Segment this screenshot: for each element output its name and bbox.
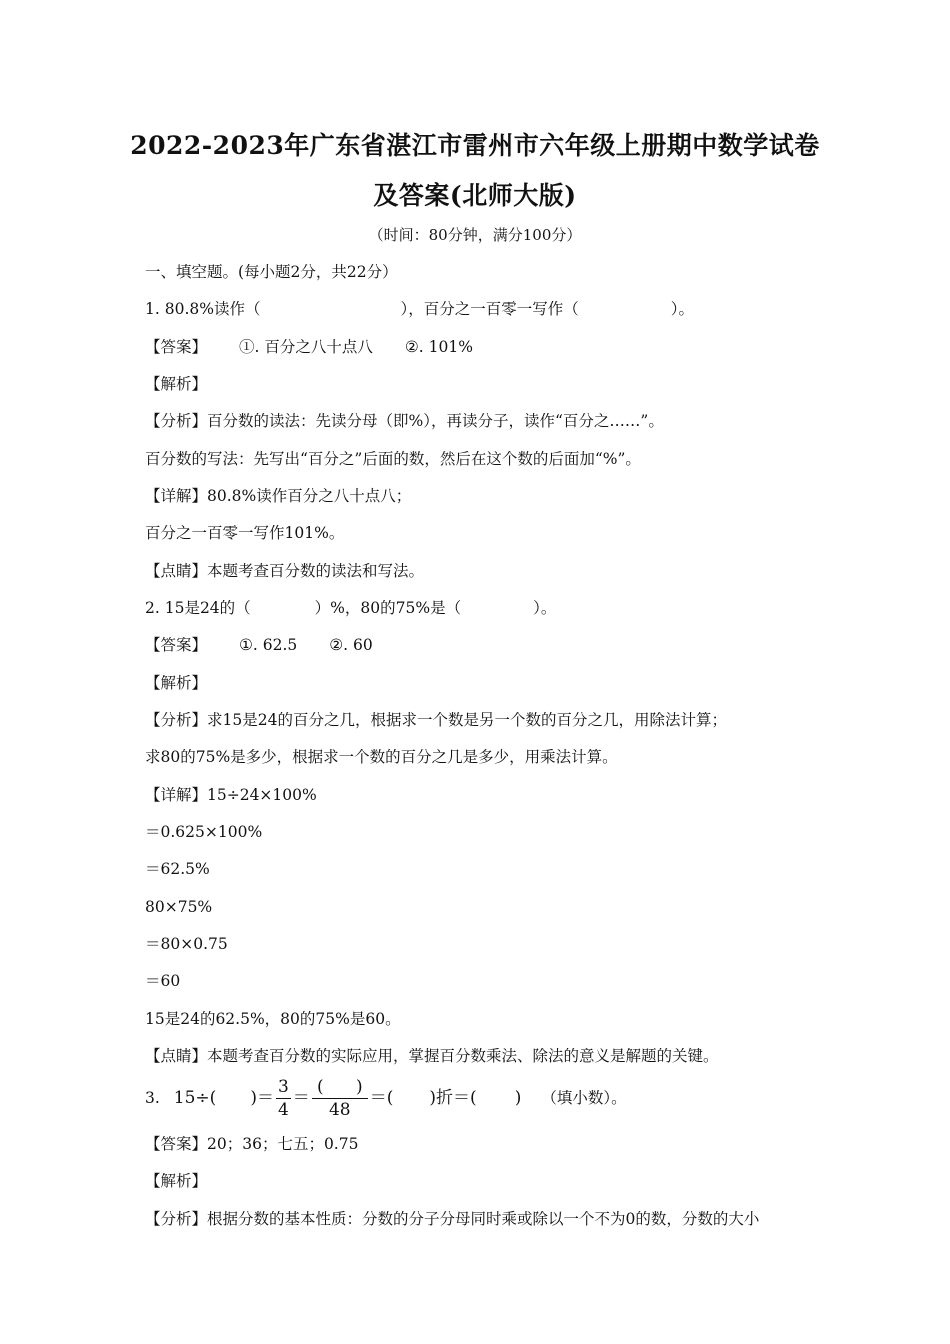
question-1-end: ）。 [670, 300, 694, 318]
question-2-dianjing: 【点睛】本题考查百分数的实际应用，掌握百分数乘法、除法的意义是解题的关键。 [145, 1047, 719, 1065]
question-2 [145, 598, 556, 618]
question-3-part-4: )折＝( [429, 1088, 477, 1108]
calc-step-3: 80×75% [145, 898, 213, 916]
question-1 [145, 299, 694, 319]
question-1-xiangjie-2: 百分之一百零一写作101%。 [145, 524, 345, 542]
question-3-fenxi: 【分析】根据分数的基本性质：分数的分子分母同时乘或除以一个不为0的数，分数的大小 [145, 1210, 760, 1228]
question-2-fenxi-2: 求80的75%是多少，根据求一个数的百分之几是多少，用乘法计算。 [145, 748, 618, 766]
fraction-1-denominator: 4 [277, 1100, 289, 1120]
answer-label: 【答案】 [145, 338, 208, 356]
question-3-jiexi: 【解析】 [145, 1172, 208, 1190]
question-1-fenxi-2: 百分数的写法：先写出“百分之”后面的数，然后在这个数的后面加“%”。 [145, 450, 641, 468]
document-title-line-2: 及答案(北师大版) [373, 181, 577, 210]
section-heading: 一、填空题。(每小题2分，共22分） [145, 263, 398, 281]
question-2-answer [145, 635, 373, 655]
question-2-conclusion: 15是24的62.5%，80的75%是60。 [145, 1010, 401, 1028]
question-2-xiangjie: 【详解】15÷24×100% [145, 786, 317, 804]
question-1-answer [145, 337, 473, 357]
document-title-line-1: 2022-2023年广东省湛江市雷州市六年级上册期中数学试卷 [130, 131, 820, 160]
fraction-2-denominator: 48 [328, 1100, 351, 1120]
fraction-2-numerator: ( ) [312, 1077, 368, 1099]
fraction-1-numerator: 3 [277, 1077, 289, 1097]
fraction-blank-over-48 [312, 1077, 368, 1120]
question-3-part-2: )＝ [250, 1088, 274, 1108]
question-1-dianjing: 【点睛】本题考查百分数的读法和写法。 [145, 562, 425, 580]
question-2-mid: ）%，80的75%是（ [314, 599, 462, 617]
calc-step-4: ＝80×0.75 [145, 935, 228, 953]
question-3-answer: 【答案】20；36；七五；0.75 [145, 1135, 359, 1153]
answer-part-2: ②. 101% [404, 338, 473, 356]
question-2-jiexi: 【解析】 [145, 674, 208, 692]
question-2-prefix: 2. 15是24的（ [145, 599, 251, 617]
question-3-part-3: ＝( [369, 1088, 394, 1108]
answer-part-1: ①. 62.5 [239, 636, 298, 654]
question-1-jiexi: 【解析】 [145, 375, 208, 393]
answer-part-1: ①. 百分之八十点八 [239, 338, 373, 356]
question-1-prefix: 1. 80.8%读作（ [145, 300, 261, 318]
question-2-end: ）。 [533, 599, 557, 617]
question-3-part-1: 15÷( [173, 1088, 217, 1108]
answer-label: 【答案】 [145, 636, 208, 654]
calc-step-1: ＝0.625×100% [145, 823, 263, 841]
question-3-equals: ＝ [292, 1088, 310, 1108]
question-3 [145, 1076, 627, 1120]
question-2-fenxi: 【分析】求15是24的百分之几，根据求一个数是另一个数的百分之几，用除法计算； [145, 711, 727, 729]
question-3-note: （填小数）。 [541, 1089, 627, 1107]
calc-step-2: ＝62.5% [145, 860, 210, 878]
question-1-xiangjie: 【详解】80.8%读作百分之八十点八； [145, 487, 412, 505]
question-1-fenxi: 【分析】百分数的读法：先读分母（即%），再读分子，读作“百分之……”。 [145, 412, 664, 430]
question-3-number: 3. [145, 1089, 160, 1107]
calc-step-5: ＝60 [145, 972, 181, 990]
exam-time-info: （时间：80分钟，满分100分） [368, 226, 582, 244]
question-3-part-5: ) [514, 1088, 522, 1108]
question-1-mid: ），百分之一百零一写作（ [400, 300, 579, 318]
answer-part-2: ②. 60 [329, 636, 373, 654]
fraction-three-quarters [276, 1077, 291, 1120]
